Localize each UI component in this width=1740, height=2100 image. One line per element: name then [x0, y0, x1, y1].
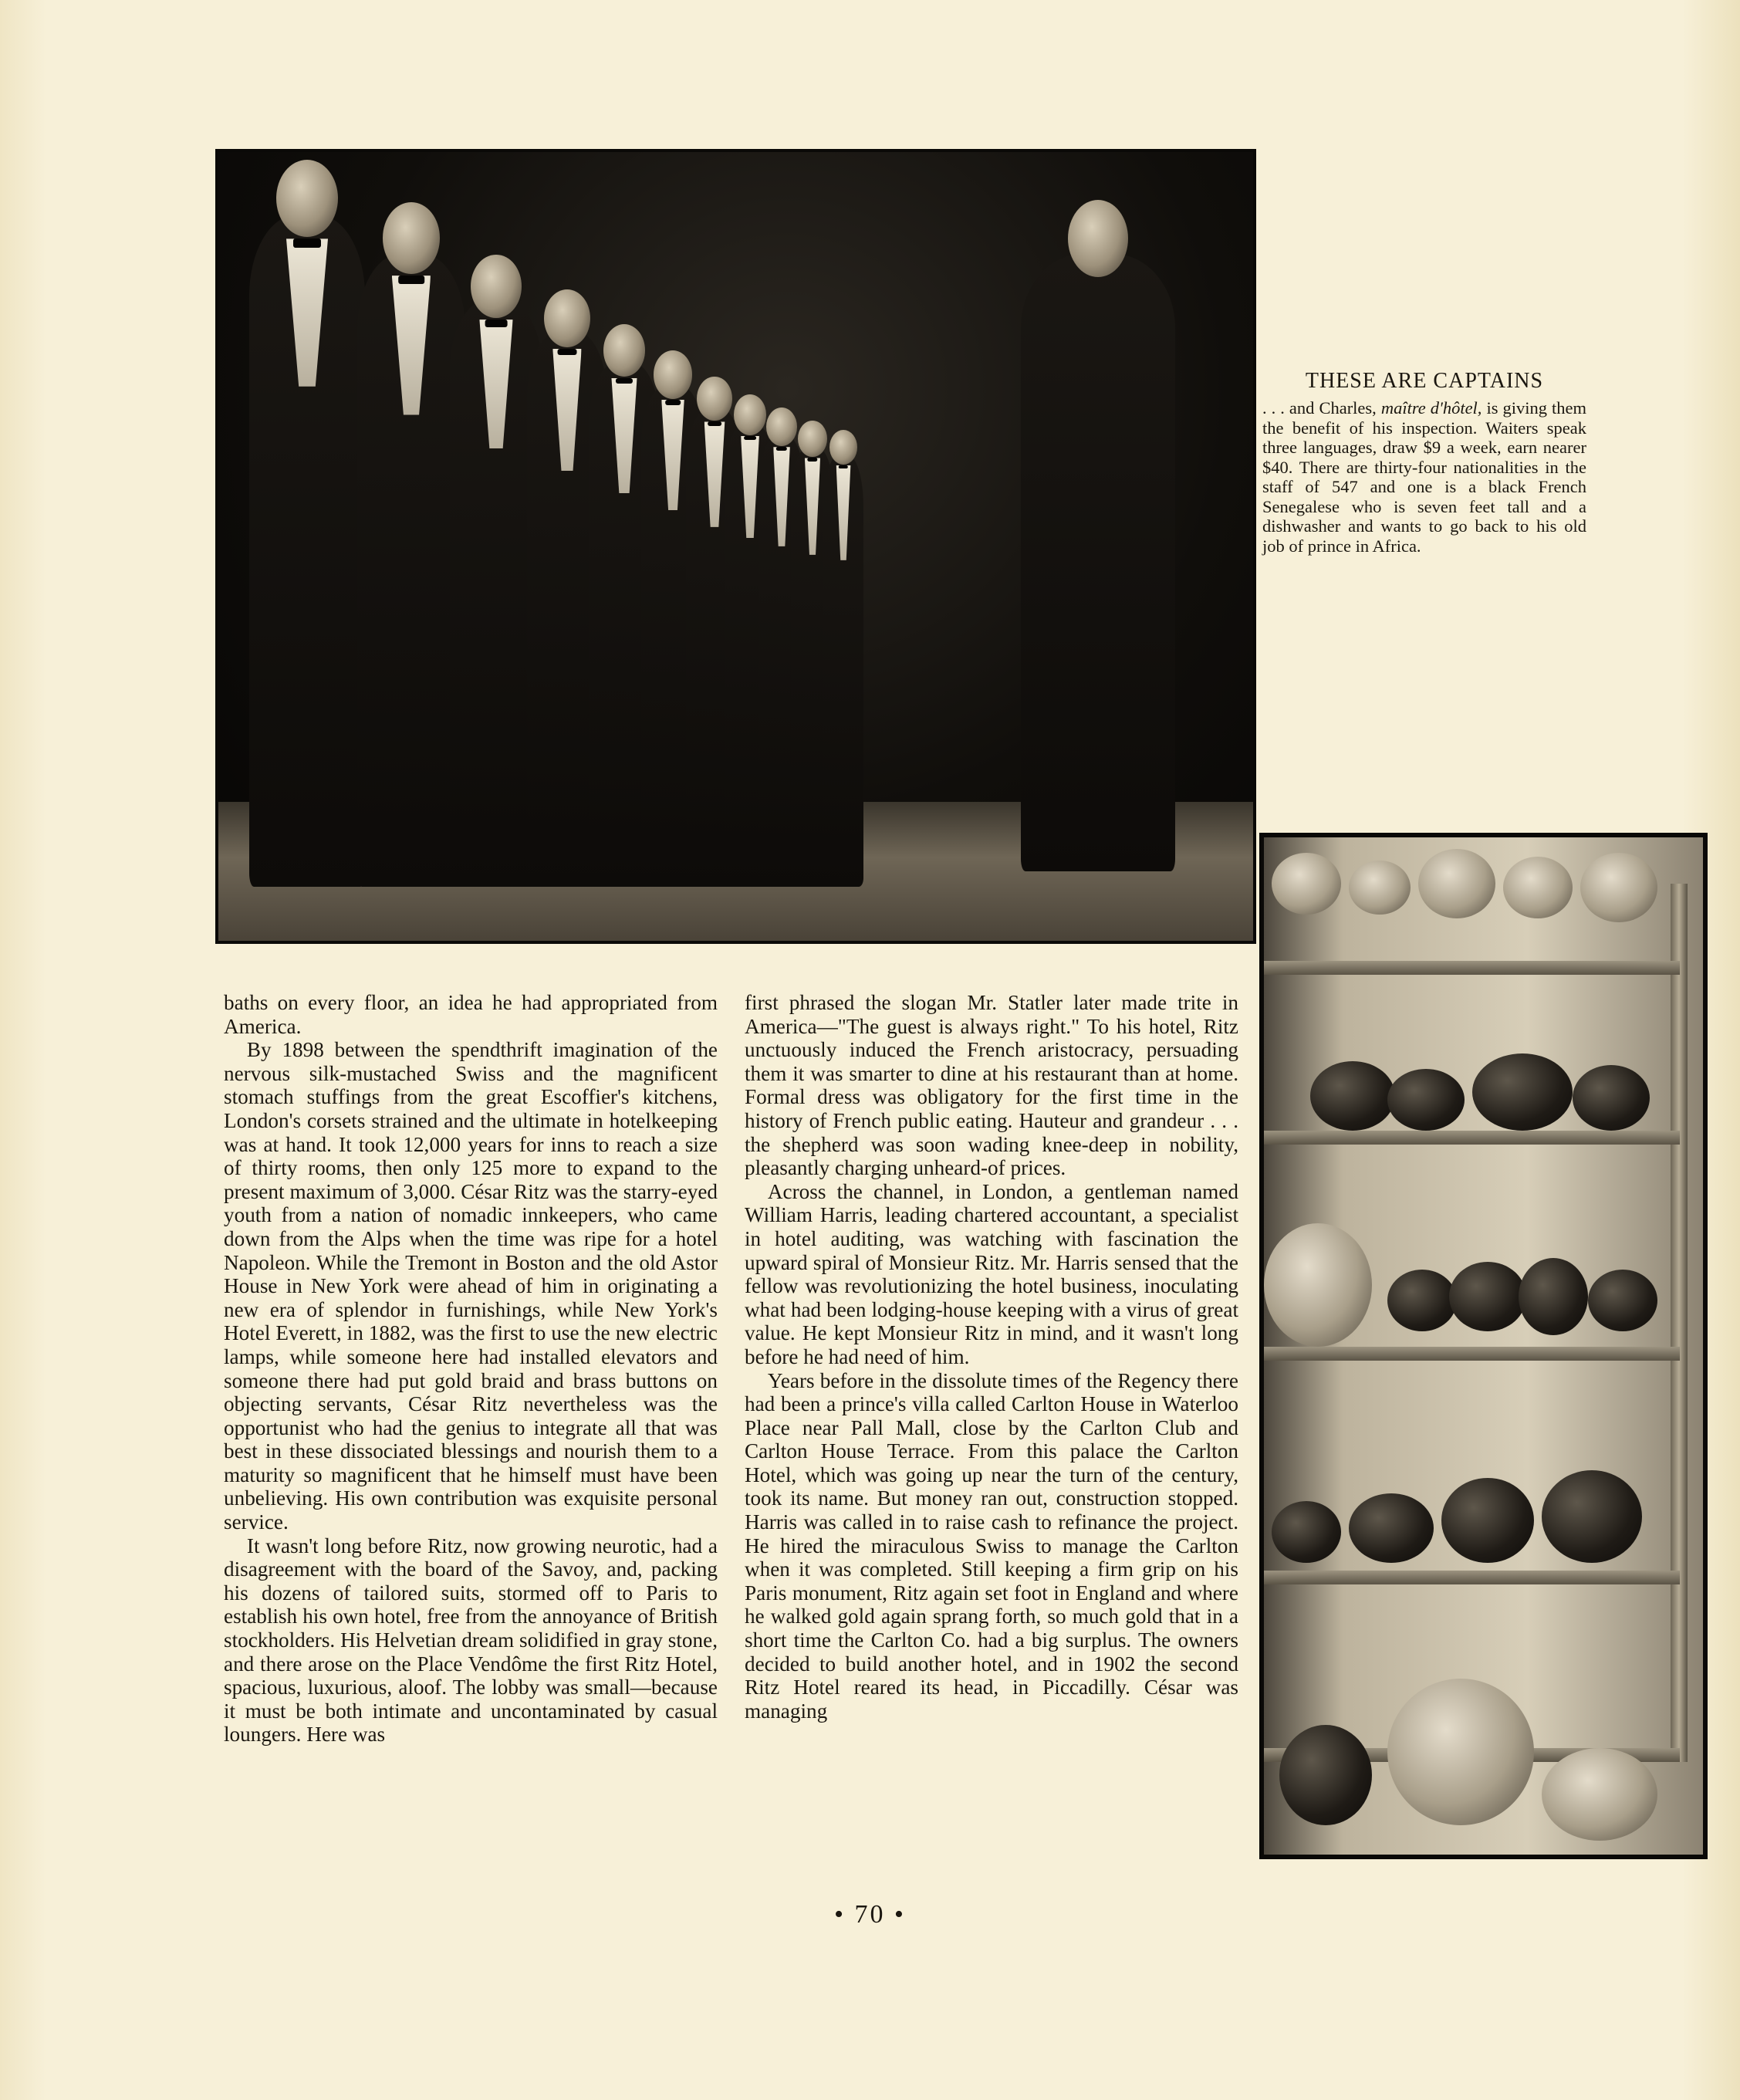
produce-item — [1588, 1270, 1657, 1331]
shelf-board — [1264, 1571, 1680, 1584]
pantry-shelves-photo — [1259, 833, 1708, 1859]
article-paragraph: By 1898 between the spendthrift imagination of the nervous silk-mustached Swiss and the magnificent stomach stuffings from the great Escoffier's kitchens, London's corsets strained and the ultimate in hotelkeeping was at hand. It took 12,000 years for inns to reach a size of thirty rooms, then only 125 more to expand to the present maximum of 3,000. César Ritz was the starry-eyed youth from a nation of nomadic innkeepers, who came down from the Alps when the time was ripe for a hotel Napoleon. While the Tremont in Boston and the old Astor House in New York were ahead of him in originating a new era of splendor in furnishings, while New York's Hotel Everett, in 1882, was the first to use the new electric lamps, while someone here had installed elevators and someone there had put gold braid and brass buttons on objecting servants, César Ritz nevertheless was the opportunist who had the genius to integrate all that was best in these dissociated blessings and nourish them to a maturity so magnificent that he himself must have been unbelieving. His own contribution was exquisite personal service. — [224, 1038, 718, 1534]
caption-body — [1262, 398, 1586, 556]
produce-item — [1542, 1748, 1657, 1841]
produce-item — [1272, 1501, 1341, 1563]
page-number: • 70 • — [834, 1900, 906, 1929]
produce-item — [1580, 853, 1657, 922]
produce-item — [1542, 1470, 1642, 1563]
shelf-post — [1671, 884, 1688, 1762]
produce-item — [1349, 861, 1411, 915]
waiter-figure — [823, 455, 863, 887]
caption-body-italic: maître d'hôtel, — [1380, 398, 1482, 418]
produce-item — [1441, 1478, 1534, 1563]
photo-caption — [1262, 369, 1586, 556]
produce-item — [1387, 1270, 1457, 1331]
produce-item — [1279, 1725, 1372, 1825]
produce-item — [1310, 1061, 1395, 1131]
produce-item — [1449, 1262, 1526, 1331]
produce-item — [1573, 1065, 1650, 1131]
shelf-board — [1264, 1131, 1680, 1145]
produce-item — [1472, 1053, 1573, 1131]
produce-item — [1418, 849, 1495, 918]
article-paragraph: Across the channel, in London, a gentleman named William Harris, leading chartered accountant, a specialist in hotel auditing, was watching with fascination the upward spiral of Monsieur Ritz. Mr. Harris sensed that the fellow was revolutionizing the hotel business, inoculating what had been lodging-house keeping with a virus of great value. He kept Monsieur Ritz in mind, and it wasn't long before he had need of him. — [745, 1179, 1238, 1368]
article-paragraph: Years before in the dissolute times of the Regency there had been a prince's villa called Carlton House in Waterloo Place near Pall Mall, close by the Carlton Club and Carlton House Terrace. From this palace the Carlton Hotel, which was going up near the turn of the century, took its name. But money ran out, construction stopped. Harris was called in to raise cash to refinance the project. He hired the miraculous Swiss to manage the Carlton when it was completed. Still keeping a firm grip on his Paris monument, Ritz again set foot in England and where he walked gold again sprang forth, so much gold that in a short time the Carlton Co. had a big surplus. The owners decided to build another hotel, and in 1902 the second Ritz Hotel reared its head, in Piccadilly. César was managing — [745, 1368, 1238, 1723]
waiter-figure — [249, 215, 365, 887]
produce-item — [1272, 853, 1341, 915]
shelf-board — [1264, 1347, 1680, 1361]
article-paragraph: baths on every floor, an idea he had appropriated from America. — [224, 991, 718, 1038]
caption-body-start: . . . and Charles, — [1262, 398, 1381, 418]
produce-item — [1349, 1493, 1434, 1563]
captains-photo — [215, 149, 1256, 944]
article-column-left — [224, 991, 718, 1747]
produce-item — [1503, 857, 1573, 918]
shelf-board — [1264, 961, 1680, 975]
produce-item — [1264, 1223, 1372, 1347]
produce-item — [1519, 1258, 1588, 1335]
article-column-right — [745, 991, 1238, 1723]
produce-item — [1387, 1679, 1534, 1825]
maitre-d-figure — [1021, 254, 1175, 871]
produce-item — [1387, 1069, 1465, 1131]
caption-title: THESE ARE CAPTAINS — [1305, 369, 1544, 393]
article-paragraph: It wasn't long before Ritz, now growing neurotic, had a disagreement with the board of the Savoy, and, packing his dozens of tailored suits, stormed off to Paris to establish his own hotel, free from the annoyance of British stockholders. His Helvetian dream solidified in gray stone, and there arose on the Place Vendôme the first Ritz Hotel, spacious, luxurious, aloof. The lobby was small—because it must be both intimate and uncontaminated by casual loungers. Here was — [224, 1534, 718, 1747]
article-paragraph: first phrased the slogan Mr. Statler later made trite in America—"The guest is always right." To his hotel, Ritz unctuously induced the French aristocracy, persuading them it was smarter to dine at his restaurant than at home. Formal dress was obligatory for the first time in the history of French public eating. Hauteur and grandeur . . . the shepherd was soon wading knee-deep in nobility, pleasantly charging unheard-of prices. — [745, 991, 1238, 1180]
caption-body-end: is giving them the benefit of his inspection. Waiters speak three languages, draw $9 a week, earn nearer $40. There are thirty-four nationalities in the staff of 547 and one is a black French Senegalese who is seven feet tall and a dishwasher and wants to go back to his old job of prince in Africa. — [1262, 398, 1586, 556]
waiter-figure — [357, 254, 465, 887]
